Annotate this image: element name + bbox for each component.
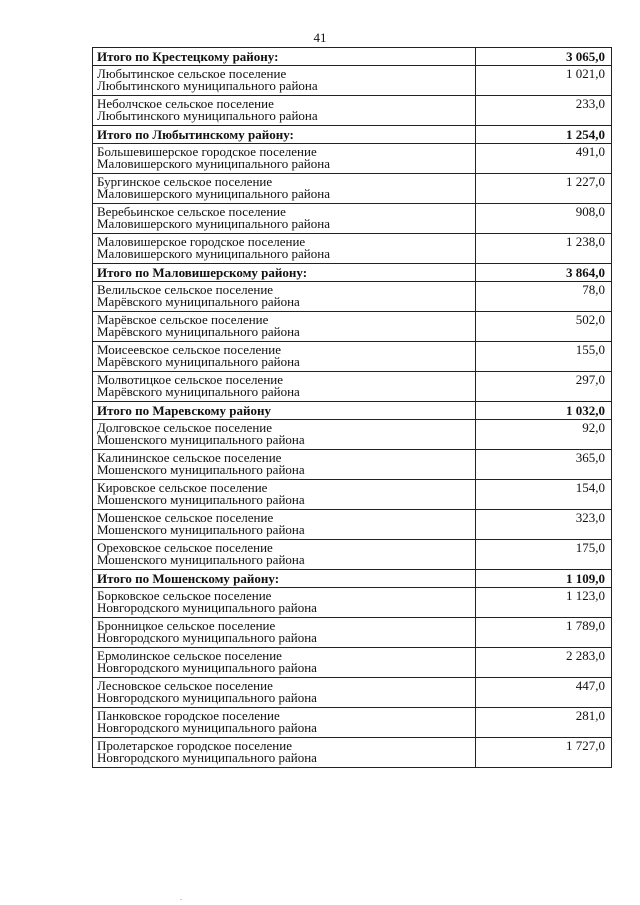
table-row bbox=[93, 126, 612, 144]
settlement-value: 447,0 bbox=[476, 678, 612, 708]
table-row bbox=[93, 450, 612, 480]
settlement-name: Долговское сельское поселение bbox=[97, 420, 272, 435]
table-row bbox=[93, 204, 612, 234]
settlement-name: Ермолинское сельское поселение bbox=[97, 648, 282, 663]
settlement-value: 1 238,0 bbox=[476, 234, 612, 264]
district-total-name: Итого по Крестецкому району: bbox=[93, 48, 476, 66]
settlement-value: 908,0 bbox=[476, 204, 612, 234]
settlement-name-cell bbox=[93, 510, 476, 540]
district-total-value: 3 864,0 bbox=[476, 264, 612, 282]
table-body bbox=[93, 48, 612, 768]
settlement-name: Бургинское сельское поселение bbox=[97, 174, 273, 189]
table-row bbox=[93, 618, 612, 648]
settlement-value: 502,0 bbox=[476, 312, 612, 342]
settlement-value: 154,0 bbox=[476, 480, 612, 510]
district-name: Новгородского муниципального района bbox=[97, 720, 317, 735]
table-row bbox=[93, 540, 612, 570]
settlement-name-cell bbox=[93, 678, 476, 708]
settlement-name-cell bbox=[93, 96, 476, 126]
settlement-name-cell bbox=[93, 372, 476, 402]
table-row bbox=[93, 264, 612, 282]
district-name: Новгородского муниципального района bbox=[97, 600, 317, 615]
district-name: Любытинского муниципального района bbox=[97, 78, 318, 93]
settlement-name-cell bbox=[93, 312, 476, 342]
settlement-value: 365,0 bbox=[476, 450, 612, 480]
settlement-value: 491,0 bbox=[476, 144, 612, 174]
district-total-name: Итого по Любытинскому району: bbox=[93, 126, 476, 144]
district-name: Любытинского муниципального района bbox=[97, 108, 318, 123]
settlement-name-cell bbox=[93, 174, 476, 204]
settlement-name: Молвотицкое сельское поселение bbox=[97, 372, 283, 387]
settlement-name-cell bbox=[93, 648, 476, 678]
settlement-name: Ореховское сельское поселение bbox=[97, 540, 273, 555]
table-row bbox=[93, 510, 612, 540]
table-row bbox=[93, 588, 612, 618]
settlement-name-cell bbox=[93, 66, 476, 96]
district-name: Марёвского муниципального района bbox=[97, 294, 300, 309]
settlement-name: Маловишерское городское поселение bbox=[97, 234, 306, 249]
district-total-value: 3 065,0 bbox=[476, 48, 612, 66]
settlement-name: Любытинское сельское поселение bbox=[97, 66, 287, 81]
settlement-value: 1 727,0 bbox=[476, 738, 612, 768]
settlement-value: 1 789,0 bbox=[476, 618, 612, 648]
settlement-name: Лесновское сельское поселение bbox=[97, 678, 273, 693]
table-row bbox=[93, 480, 612, 510]
settlement-name: Борковское сельское поселение bbox=[97, 588, 272, 603]
settlement-name: Марёвское сельское поселение bbox=[97, 312, 269, 327]
settlement-value: 1 021,0 bbox=[476, 66, 612, 96]
settlement-name: Мошенское сельское поселение bbox=[97, 510, 274, 525]
settlement-name-cell bbox=[93, 738, 476, 768]
table-row bbox=[93, 678, 612, 708]
settlement-name-cell bbox=[93, 234, 476, 264]
district-name: Мошенского муниципального района bbox=[97, 522, 305, 537]
settlement-name-cell bbox=[93, 450, 476, 480]
settlement-value: 78,0 bbox=[476, 282, 612, 312]
settlement-value: 1 227,0 bbox=[476, 174, 612, 204]
settlement-name: Пролетарское городское поселение bbox=[97, 738, 292, 753]
district-name: Маловишерского муниципального района bbox=[97, 186, 330, 201]
table-row bbox=[93, 570, 612, 588]
settlement-name: Велильское сельское поселение bbox=[97, 282, 274, 297]
table-row bbox=[93, 648, 612, 678]
settlement-name: Панковское городское поселение bbox=[97, 708, 280, 723]
district-total-name: Итого по Маловишерскому району: bbox=[93, 264, 476, 282]
settlement-name-cell bbox=[93, 342, 476, 372]
settlement-name-cell bbox=[93, 282, 476, 312]
settlement-value: 2 283,0 bbox=[476, 648, 612, 678]
district-name: Новгородского муниципального района bbox=[97, 630, 317, 645]
settlement-name-cell bbox=[93, 144, 476, 174]
district-total-name: Итого по Маревскому району bbox=[93, 402, 476, 420]
district-name: Новгородского муниципального района bbox=[97, 750, 317, 765]
district-name: Новгородского муниципального района bbox=[97, 690, 317, 705]
settlement-name-cell bbox=[93, 204, 476, 234]
settlement-name: Неболчское сельское поселение bbox=[97, 96, 274, 111]
settlement-value: 297,0 bbox=[476, 372, 612, 402]
table-row bbox=[93, 48, 612, 66]
table-row bbox=[93, 234, 612, 264]
page-number: 41 bbox=[313, 30, 327, 45]
district-name: Новгородского муниципального района bbox=[97, 660, 317, 675]
settlement-value: 323,0 bbox=[476, 510, 612, 540]
district-name: Маловишерского муниципального района bbox=[97, 156, 330, 171]
district-total-value: 1 032,0 bbox=[476, 402, 612, 420]
settlement-name: Калининское сельское поселение bbox=[97, 450, 282, 465]
district-name: Мошенского муниципального района bbox=[97, 492, 305, 507]
district-total-value: 1 109,0 bbox=[476, 570, 612, 588]
table-row bbox=[93, 402, 612, 420]
district-name: Марёвского муниципального района bbox=[97, 354, 300, 369]
settlement-value: 1 123,0 bbox=[476, 588, 612, 618]
table-row bbox=[93, 144, 612, 174]
district-name: Мошенского муниципального района bbox=[97, 432, 305, 447]
settlement-name: Большевишерское городское поселение bbox=[97, 144, 317, 159]
district-name: Мошенского муниципального района bbox=[97, 552, 305, 567]
settlement-name: Бронницкое сельское поселение bbox=[97, 618, 276, 633]
district-name: Маловишерского муниципального района bbox=[97, 246, 330, 261]
district-name: Мошенского муниципального района bbox=[97, 462, 305, 477]
district-total-value: 1 254,0 bbox=[476, 126, 612, 144]
settlement-name: Моисеевское сельское поселение bbox=[97, 342, 281, 357]
settlement-value: 92,0 bbox=[476, 420, 612, 450]
settlement-value: 233,0 bbox=[476, 96, 612, 126]
settlement-name-cell bbox=[93, 480, 476, 510]
table-row bbox=[93, 342, 612, 372]
settlement-name-cell bbox=[93, 618, 476, 648]
district-name: Маловишерского муниципального района bbox=[97, 216, 330, 231]
settlement-name: Кировское сельское поселение bbox=[97, 480, 268, 495]
district-name: Марёвского муниципального района bbox=[97, 324, 300, 339]
table-row bbox=[93, 312, 612, 342]
settlement-name: Веребьинское сельское поселение bbox=[97, 204, 286, 219]
table-row bbox=[93, 96, 612, 126]
table-row bbox=[93, 66, 612, 96]
district-total-name: Итого по Мошенскому району: bbox=[93, 570, 476, 588]
scan-speck: . bbox=[180, 893, 182, 902]
budget-allocation-table bbox=[92, 47, 612, 768]
settlement-name-cell bbox=[93, 420, 476, 450]
table-row bbox=[93, 174, 612, 204]
table-row bbox=[93, 282, 612, 312]
settlement-name-cell bbox=[93, 588, 476, 618]
district-name: Марёвского муниципального района bbox=[97, 384, 300, 399]
table-row bbox=[93, 372, 612, 402]
settlement-name-cell bbox=[93, 540, 476, 570]
settlement-value: 155,0 bbox=[476, 342, 612, 372]
settlement-value: 281,0 bbox=[476, 708, 612, 738]
table-row bbox=[93, 420, 612, 450]
settlement-name-cell bbox=[93, 708, 476, 738]
settlement-value: 175,0 bbox=[476, 540, 612, 570]
table-row bbox=[93, 708, 612, 738]
table-row bbox=[93, 738, 612, 768]
